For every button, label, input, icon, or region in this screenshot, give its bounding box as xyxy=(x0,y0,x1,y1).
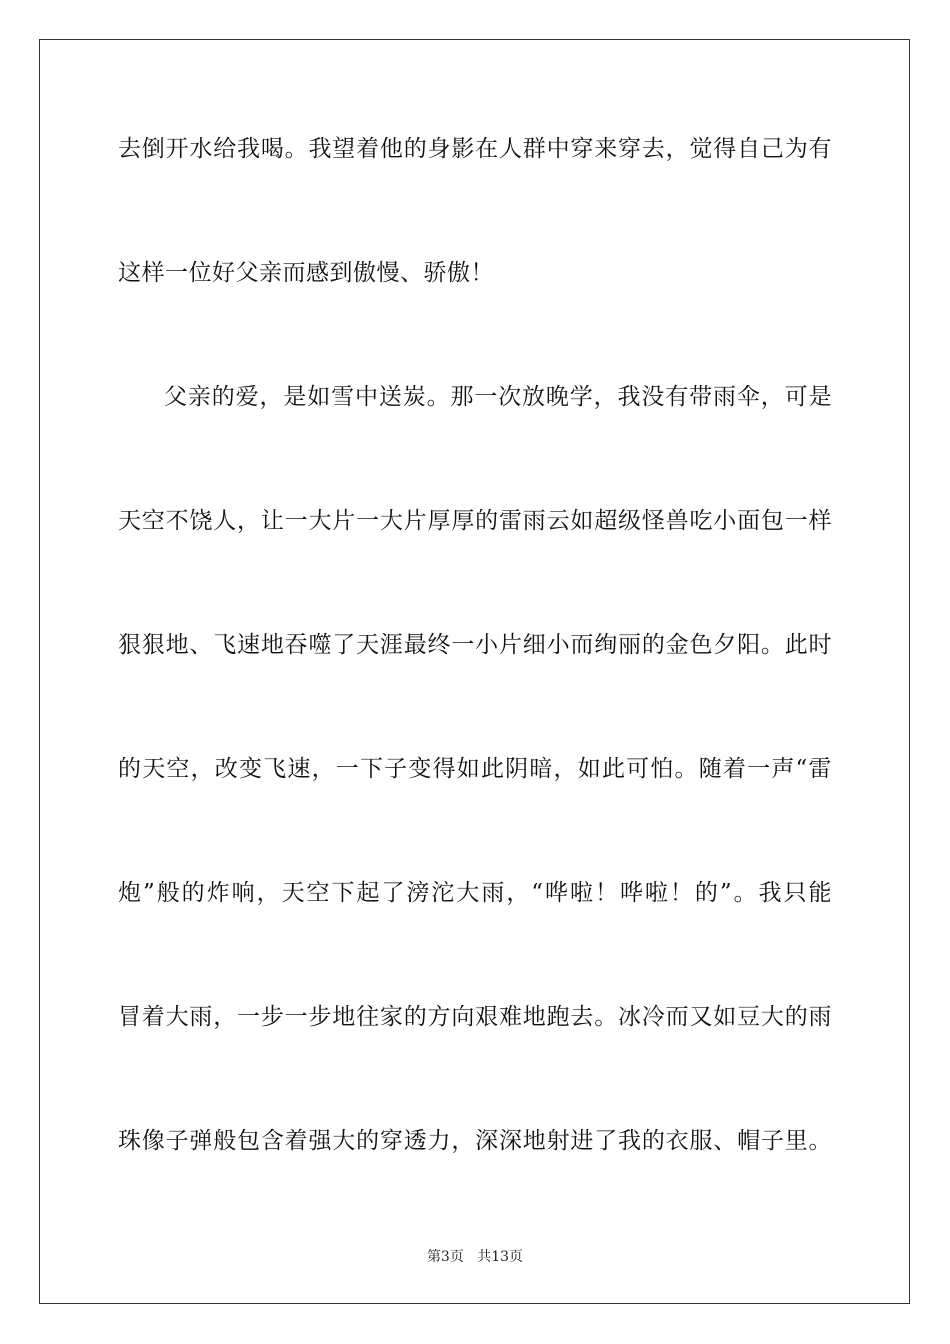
body-line-2: 这样一位好父亲而感到傲慢、骄傲！ xyxy=(118,260,494,286)
body-line-4: 天空不饶人，让一大片一大片厚厚的雷雨云如超级怪兽吃小面包一样 xyxy=(118,508,832,534)
page-number: 第3页 xyxy=(426,1249,464,1265)
body-line-5: 狠狠地、飞速地吞噬了天涯最终一小片细小而绚丽的金色夕阳。此时 xyxy=(118,632,832,658)
total-pages: 共13页 xyxy=(477,1249,524,1265)
body-line-7: 炮”般的炸响，天空下起了滂沱大雨，“哗啦！哗啦！的”。我只能 xyxy=(118,880,832,906)
body-line-6: 的天空，改变飞速，一下子变得如此阴暗，如此可怕。随着一声“雷 xyxy=(118,756,832,782)
body-line-3: 父亲的爱，是如雪中送炭。那一次放晚学，我没有带雨伞，可是 xyxy=(164,384,832,410)
page-border xyxy=(39,39,910,1304)
page-footer xyxy=(0,1248,950,1266)
body-line-8: 冒着大雨，一步一步地往家的方向艰难地跑去。冰冷而又如豆大的雨 xyxy=(118,1004,832,1030)
body-line-1: 去倒开水给我喝。我望着他的身影在人群中穿来穿去，觉得自己为有 xyxy=(118,136,832,162)
body-line-9: 珠像子弹般包含着强大的穿透力，深深地射进了我的衣服、帽子里。 xyxy=(118,1128,832,1154)
